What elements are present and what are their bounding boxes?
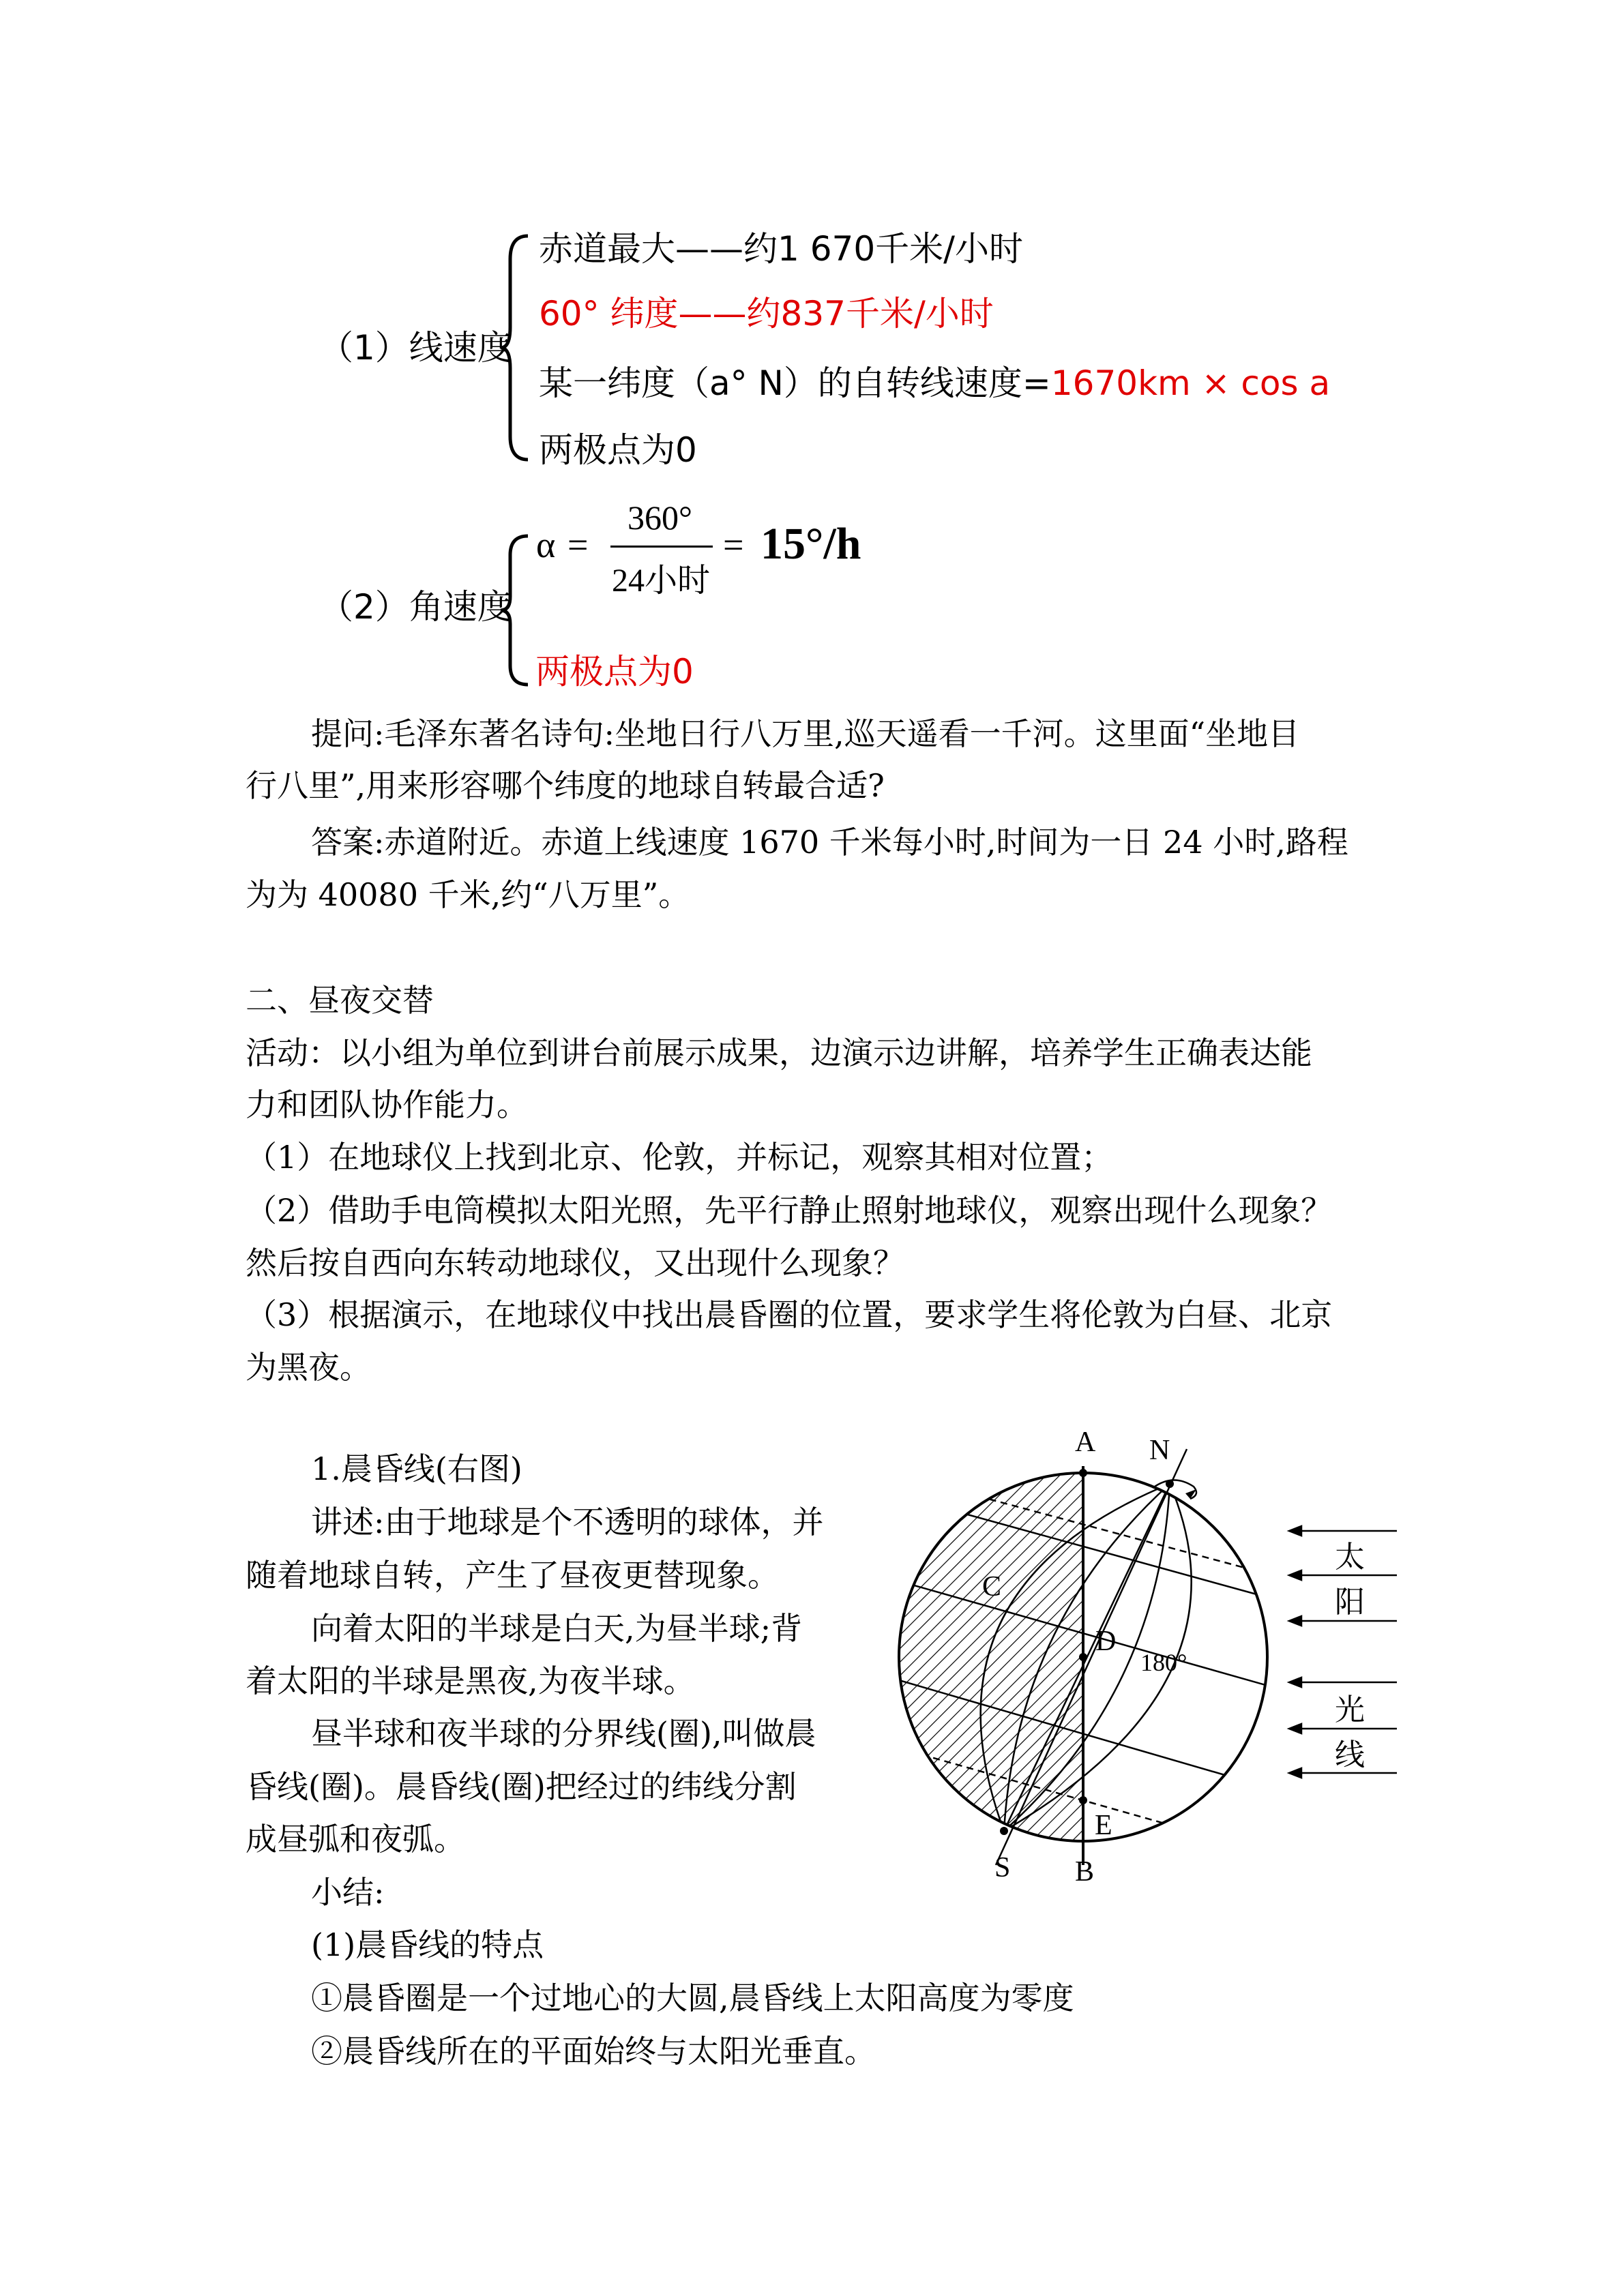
alpha-symbol: α — [536, 524, 556, 565]
label-b: B — [1075, 1856, 1095, 1888]
point-s-dot — [1000, 1827, 1008, 1835]
feature-1: ①晨昏圈是一个过地心的大圆,晨昏线上太阳高度为零度 — [311, 1980, 1074, 2016]
features-title: (1)晨昏线的特点 — [311, 1926, 544, 1963]
step-2-line-1: （2）借助手电筒模拟太阳光照，先平行静止照射地球仪，观察出现什么现象？ — [246, 1192, 1333, 1229]
question-line-2: 行八里”,用来形容哪个纬度的地球自转最合适? — [246, 767, 885, 804]
label-e: E — [1095, 1810, 1112, 1841]
definition-line-3: 成昼弧和夜弧。 — [246, 1821, 465, 1858]
label-c: C — [982, 1571, 1002, 1602]
day-night-line-1: 向着太阳的半球是白天,为昼半球;背 — [311, 1610, 803, 1647]
question-line-1: 提问:毛泽东著名诗句:坐地日行八万里,巡天遥看一千河。这里面“坐地目 — [311, 715, 1300, 752]
angular-result: 15°/h — [761, 519, 861, 569]
equals-sign-1: = — [567, 524, 589, 565]
step-3-line-1: （3）根据演示，在地球仪中找出晨昏圈的位置，要求学生将伦敦为白昼、北京 — [246, 1296, 1333, 1333]
angular-poles: 两极点为0 — [535, 652, 694, 691]
sun-label-tai: 太 — [1335, 1540, 1365, 1574]
sun-label-yang: 阳 — [1335, 1585, 1365, 1619]
label-d: D — [1095, 1626, 1117, 1657]
sun-label-guang: 光 — [1335, 1693, 1365, 1727]
linear-item-poles: 两极点为0 — [539, 430, 697, 470]
point-d-dot — [1079, 1653, 1087, 1661]
terminator-title: 1.晨昏线(右图) — [311, 1450, 522, 1487]
angular-velocity-label: （2）角速度 — [319, 587, 512, 627]
label-s: S — [994, 1852, 1011, 1883]
section-heading-day-night: 二、昼夜交替 — [246, 982, 434, 1019]
linear-item-formula — [539, 363, 1330, 404]
label-180: 180° — [1140, 1649, 1187, 1676]
linear-item-60deg: 60° 纬度——约837千米/小时 — [539, 294, 994, 333]
point-e-dot — [1079, 1796, 1087, 1804]
activity-line-2: 力和团队协作能力。 — [246, 1086, 528, 1123]
night-hemisphere — [899, 1473, 1083, 1841]
day-night-line-2: 着太阳的半球是黑夜,为夜半球。 — [246, 1663, 695, 1699]
feature-2: ②晨昏线所在的平面始终与太阳光垂直。 — [311, 2033, 876, 2070]
terminator-globe-diagram — [873, 1418, 1419, 1896]
activity-line-1: 活动：以小组为单位到讲台前展示成果，边演示边讲解，培养学生正确表达能 — [246, 1034, 1312, 1071]
equals-sign-2: = — [723, 524, 744, 565]
fraction-denominator: 24小时 — [612, 563, 711, 599]
formula-expression: 1670km × cos a — [1050, 363, 1331, 403]
label-a: A — [1075, 1427, 1096, 1458]
fraction-numerator: 360° — [628, 498, 692, 537]
narration-line-1: 讲述:由于地球是个不透明的球体，并 — [311, 1504, 824, 1540]
step-3-line-2: 为黑夜。 — [246, 1349, 371, 1386]
narration-line-2: 随着地球自转，产生了昼夜更替现象。 — [246, 1557, 779, 1594]
label-n: N — [1149, 1435, 1170, 1466]
answer-line-1: 答案:赤道附近。赤道上线速度 1670 千米每小时,时间为一日 24 小时,路程 — [311, 824, 1348, 861]
fraction-bar — [610, 546, 713, 548]
point-a-dot — [1079, 1469, 1087, 1477]
definition-line-2: 昏线(圈)。晨昏线(圈)把经过的纬线分割 — [246, 1768, 797, 1805]
step-1: （1）在地球仪上找到北京、伦敦，并标记，观察其相对位置； — [246, 1139, 1113, 1176]
linear-velocity-label: （1）线速度 — [319, 328, 512, 368]
sun-label-xian: 线 — [1335, 1738, 1365, 1772]
brace-linear — [498, 232, 532, 464]
answer-line-2: 为为 40080 千米,约“八万里”。 — [246, 876, 690, 913]
formula-prefix: 某一纬度（a° N）的自转线速度= — [539, 363, 1051, 403]
brace-angular — [498, 532, 532, 689]
step-2-line-2: 然后按自西向东转动地球仪，又出现什么现象？ — [246, 1244, 904, 1281]
point-n-dot — [1166, 1480, 1174, 1488]
definition-line-1: 昼半球和夜半球的分界线(圈),叫做晨 — [311, 1715, 816, 1752]
linear-item-equator: 赤道最大——约1 670千米/小时 — [539, 229, 1023, 269]
summary-label: 小结: — [311, 1874, 385, 1911]
